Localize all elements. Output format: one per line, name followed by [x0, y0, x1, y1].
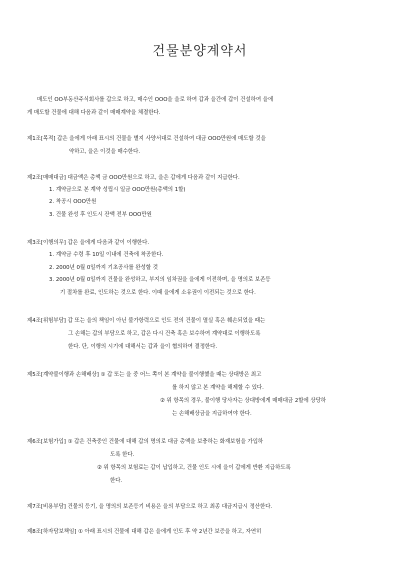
article-6-line: 제6조[보험가입] ① 갑은 건축중인 건물에 대해 갑의 명의로 대금 총액을 보충하는 화재보험을 가입하 [27, 439, 264, 445]
article-4-line: 그 손해는 갑의 부담으로 하고, 갑은 다시 건축 혹은 보수하여 계약대로 이행하도록 [68, 331, 261, 337]
intro-line: 매도인 OO부동산주식회사를 갑으로 하고, 매수인 OOO을 을로 하여 갑과 을간에 갑이 건설하여 을에 [37, 97, 274, 103]
article-5-line: 제5조[계약불이행과 손해배상] ① 갑 또는 을 중 어느 쪽이 본 계약을 불이행했을 때는 상대방은 최고 [27, 372, 262, 378]
intro-line: 게 매도할 건물에 대해 다음과 같이 매매계약을 체결한다. [27, 110, 161, 116]
article-5-line: ② 위 항목의 경우, 불이행 당사자는 상대방에게 매매대금 2할에 상당하 [160, 398, 326, 404]
article-6-line: ② 위 항목의 보험료는 갑이 납입하고, 건물 인도 시에 을이 갑에게 반환 지급하도록 [97, 465, 291, 471]
article-5-line: 를 하지 않고 본 계약을 해제할 수 있다. [172, 385, 264, 391]
article-2-line: 제2조[매매대금] 대금액은 총액 금 OOO만원으로 하고, 을은 갑에게 다음과 같이 지급한다. [27, 175, 240, 181]
article-2-line: 3. 건물 완성 후 인도시 잔액 전부 OOO만원 [49, 212, 152, 218]
article-8-line: 제8조[하자담보책임] ① 아래 표시의 건물에 대해 갑은 을에게 인도 후 약 2년간 보증을 하고, 자연히 [27, 529, 262, 535]
article-4-line: 한다. 단, 이행의 시기에 대해서는 갑과 을이 협의하여 결정한다. [68, 344, 218, 350]
article-5-line: 는 손해배상금을 지급하여야 한다. [172, 411, 252, 417]
article-7-line: 제7조[비용부담] 건물의 등기, 을 명의의 보존등기 비용은 을의 부담으로 하고 최종 대금지급시 정산한다. [27, 504, 273, 510]
article-3-line: 1. 계약금 수령 후 10일 이내에 건축에 착공한다. [49, 252, 164, 258]
article-2-line: 2. 착공시 OOO만원 [49, 199, 97, 205]
article-3-line: 기 절차를 완료, 인도하는 것으로 한다. 이때 을에게 소유권이 이전되는 것으로 한다. [60, 290, 256, 296]
document-title: 건물분양계약서 [152, 44, 248, 59]
article-1-line: 약하고, 을은 이것을 매수한다. [69, 149, 141, 155]
article-4-line: 제4조[위험부담] 갑 또는 을의 책임이 아닌 불가항력으로 인도 전의 건물이 멸실 혹은 훼손되었을 때는 [27, 318, 266, 324]
article-1-line: 제1조[목적] 갑은 을에게 아래 표시의 건물을 별지 사양서대로 건설하여 대금 OOO만원에 매도할 것을 [27, 136, 266, 142]
article-6-line: 한다. [110, 478, 123, 484]
article-3-line: 제3조[이행의무] 갑은 을에게 다음과 같이 이행한다. [27, 240, 150, 246]
article-6-line: 도록 한다. [110, 452, 135, 458]
article-2-line: 1. 계약금으로 본 계약 성립시 일금 OOO만원(총액의 1할) [49, 187, 186, 193]
article-3-line: 3. 2000년 0월 0일까지 건물을 완성하고, 부지의 임차권을 을에게 이전하며, 을 명의로 보존등 [49, 277, 271, 283]
article-3-line: 2. 2000년 0월 0일까지 기초공사를 완성할 것 [49, 265, 158, 271]
